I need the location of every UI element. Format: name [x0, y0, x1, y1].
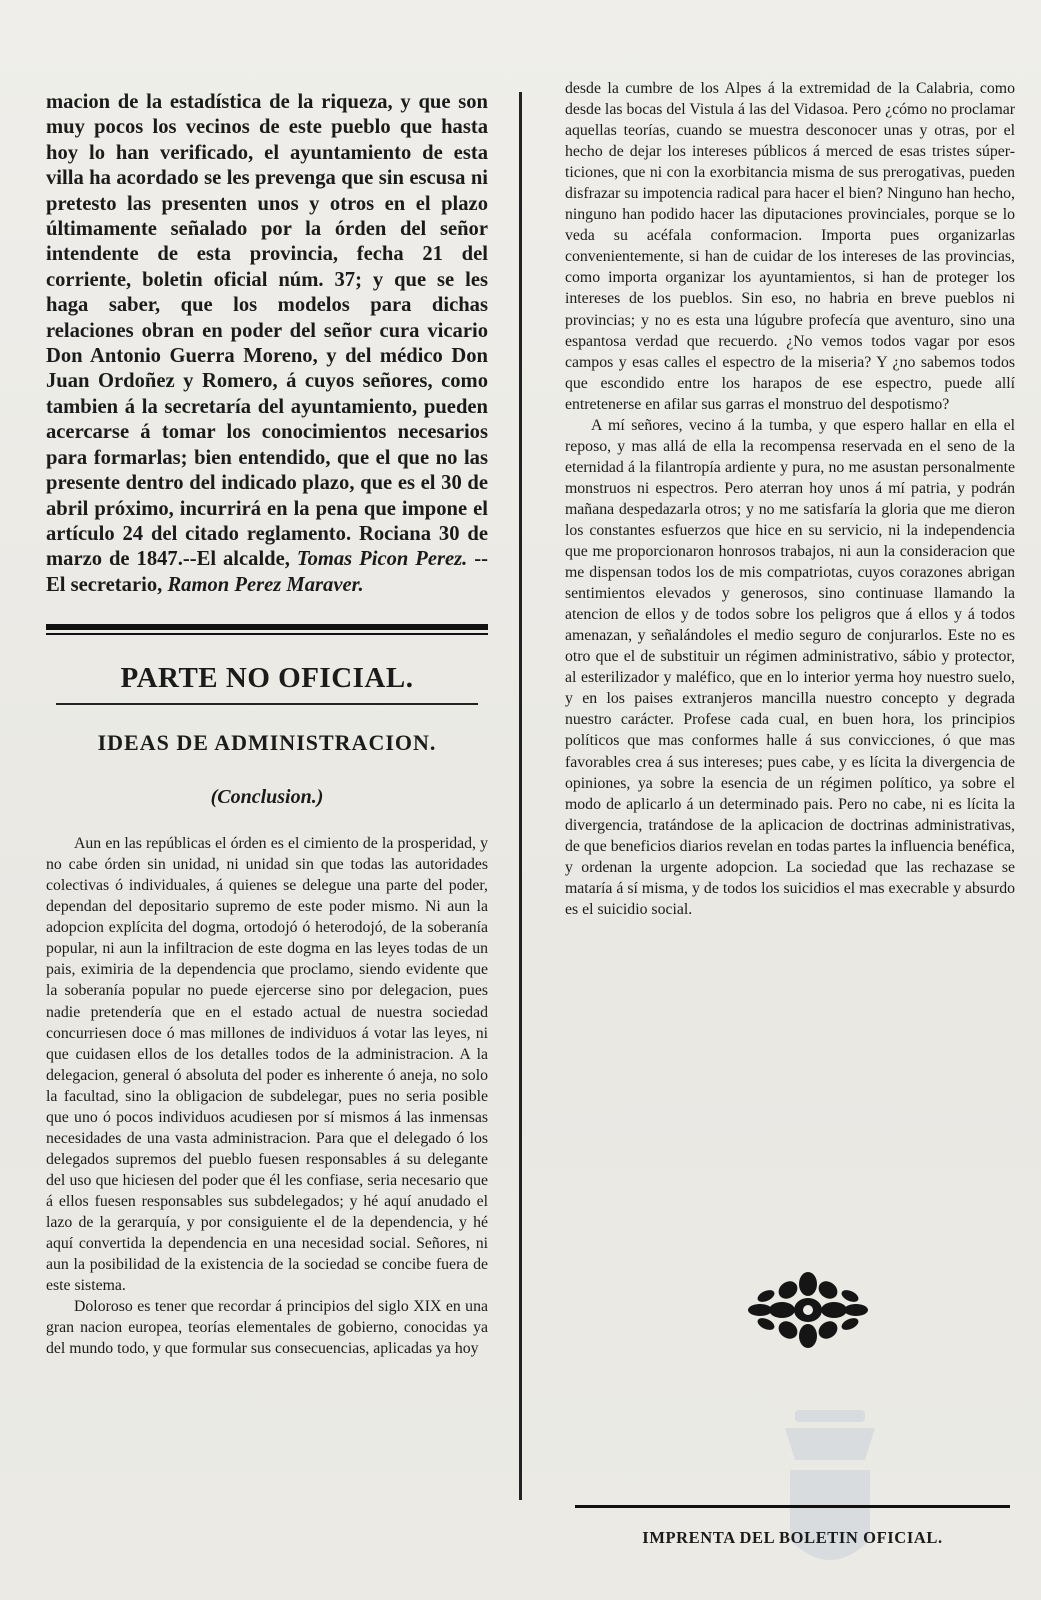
mayor-name: Tomas Picon Perez.	[296, 548, 468, 571]
paragraph: Aun en las repúblicas el órden es el cimiento de la prosperidad, y no cabe órden sin unidad, ni unidad sin que todas las autoridades colectivas ó individuales, á quienes se delegue una parte del poder, dependan del depositario supremo de este poder mismo. Ni aun la adopcion explícita del dogma, ortodojó ó heterodojó, de la soberanía popular, ni aun la infiltracion de este dogma en las leyes todas de un pais, eximiria de la dependencia que proclamo, siendo evidente que la soberanía popular no puede ejercerse sino por delegacion, pues nadie pretendería que en el estado actual de nuestra sociedad concurriesen doce ó mas millones de individuos á votar las leyes, ni que cuidasen ellos de los detalles todos de la administracion. A la delegacion, general ó absoluta del poder es inherente ó aneja, no solo la facultad, sino la obligacion de subdelegar, pues no seria posible que uno ó pocos individuos acudiesen por sí mismos á las inmensas necesidades de una vasta administracion. Para que el delegado ó los delegados supremos del pueblo fuesen responsables á su delegante del uso que hiciesen del poder que él les confiase, seria necesario que á ellos fuesen responsables sus subdelegados; y hé aquí anudado el lazo de la gerarquía, y por consiguiente el de la dependencia, y hé aquí convertida la dependencia en una necesidad social. Señores, ni aun la posibilidad de la existencia de la sociedad se concibe fuera de este sistema.	[46, 835, 488, 1295]
title-underline	[56, 703, 478, 705]
secretary-label: --El secretario,	[46, 548, 488, 596]
imprint-line: IMPRENTA DEL BOLETIN OFICIAL.	[642, 1528, 943, 1547]
article-title: IDEAS DE ADMINISTRACION.	[97, 730, 437, 756]
section-title: PARTE NO OFICIAL.	[120, 662, 414, 695]
article-body-right	[565, 78, 1015, 920]
right-column	[565, 78, 1015, 920]
footer-rule	[575, 1505, 1010, 1508]
article-body-left	[46, 833, 488, 1359]
rosette-ornament-icon	[738, 1270, 878, 1350]
section-divider	[46, 624, 488, 635]
watermark-crest-icon	[700, 1400, 960, 1590]
official-notice	[46, 90, 488, 598]
column-divider	[519, 92, 522, 1500]
paragraph: Doloroso es tener que recordar á principios del siglo XIX en una gran nacion europea, teorías elementales de gobierno, conocidas ya del mundo todo, y que formular sus consecuencias, aplicadas ya hoy	[46, 1298, 488, 1358]
notice-text: macion de la estadística de la riqueza, y que son muy pocos los vecinos de este pueblo que hasta hoy lo han verificado, el ayuntamiento de esta villa ha acordado se les prevenga que sin escusa ni pretesto las presenten unos y otros en el plazo últimamente señalado por la órden del señor intendente de esta provincia, fecha 21 del corriente, boletin oficial núm. 37; y que se les haga saber, que los modelos para dichas relaciones obran en poder del señor cura vicario Don Antonio Guerra Moreno, y del médico Don Juan Ordoñez y Romero, á cuyos señores, como tambien á la secretaría del ayuntamiento, pueden acercarse á tomar los conocimientos necesarios para formarlas; bien entendido, que el que no las presente dentro del indicado plazo, que es el 30 de abril próximo, incurrirá en la pena que impone el artículo 24 del citado reglamento. Rociana 30 de marzo de 1847.--El alcalde,	[46, 91, 488, 571]
article-subtitle: (Conclusion.)	[210, 786, 324, 809]
paragraph: A mí señores, vecino á la tumba, y que espero hallar en ella el reposo, y mas allá de ella la recompensa reservada en el seno de la eternidad á la filantropía ardiente y pura, no me asustan personalmente monstruos ni espectros. Pero aterran hoy unos á mí patria, y podrán mañana despedazarla otros; y no me satisfaría la gloria que me dieron los constantes esfuerzos que hice en su servicio, ni la independencia que me proporcionaron honrosos trabajos, ni aun la consideracion que me dispensan todos los de mis compatriotas, cuyos corazones abrigan sentimientos elevados y generosos, sino continuase llamando la atencion de ellos y de todos sobre los peligros que á ellos y á todos amenazan, y señalándoles el medio seguro de conjurarlos. Este no es otro que el de substituir un régimen administrativo, sábio y protector, al esterilizador y maléfico, que en lo interior yerma hoy nuestro suelo, y en los paises extranjeros mancilla nuestro concepto y degrada nuestro carácter. Profese cada cual, en buen hora, los principios políticos que mas conformes halle á sus convicciones, ó que mas favorables crea á sus intereses; pues cabe, y es lícita la divergencia de opiniones, ya sobre la esencia de un régimen político, ya sobre el modo de aplicarlo á un determinado pais. Pero no cabe, ni es lícita la divergencia, tratándose de la aplicacion de doctrinas administrativas, de que beneficios diarios revelan en todas partes la influencia benéfica, y ordenan la urgente adopcion. La sociedad que las rechazase se mataría á sí misma, y de todos los suicidios el mas execrable y absurdo es el suicidio social.	[565, 416, 1015, 918]
left-column	[46, 78, 488, 1359]
paragraph: desde la cumbre de los Alpes á la extremidad de la Calabria, como desde las bocas del Vistula á las del Vidasoa. Pero ¿cómo no proclamar aquellas teorías, cuando se muestra desconocer unas y otras, por el hecho de dejar los intereses públicos á merced de esas tristes súper-ticiones, que ni con la exorbitancia misma de sus prerogativas, pueden disfrazar su impotencia radical para hacer el bien? Ninguno han hecho, ninguno han podido hacer las diputaciones provinciales, porque se lo veda su acéfala conformacion. Importa pues organizarlas convenientemente, si han de cuidar de los intereses de las provincias, como importa organizar los ayuntamientos, si han de proteger los intereses de los pueblos. Sin eso, no habria en breve pueblos ni provincias; y no es esta una lúgubre profecía que aventuro, sino una espantosa verdad que recuerdo. ¿No vemos todos vagar por esos campos y esas calles el espectro de la miseria? Y ¿no sabemos todos que escondido entre los harapos de ese espectro, puede allí entretenerse en afilar sus garras el monstruo del despotismo?	[565, 80, 1015, 413]
secretary-name: Ramon Perez Maraver.	[167, 573, 364, 596]
